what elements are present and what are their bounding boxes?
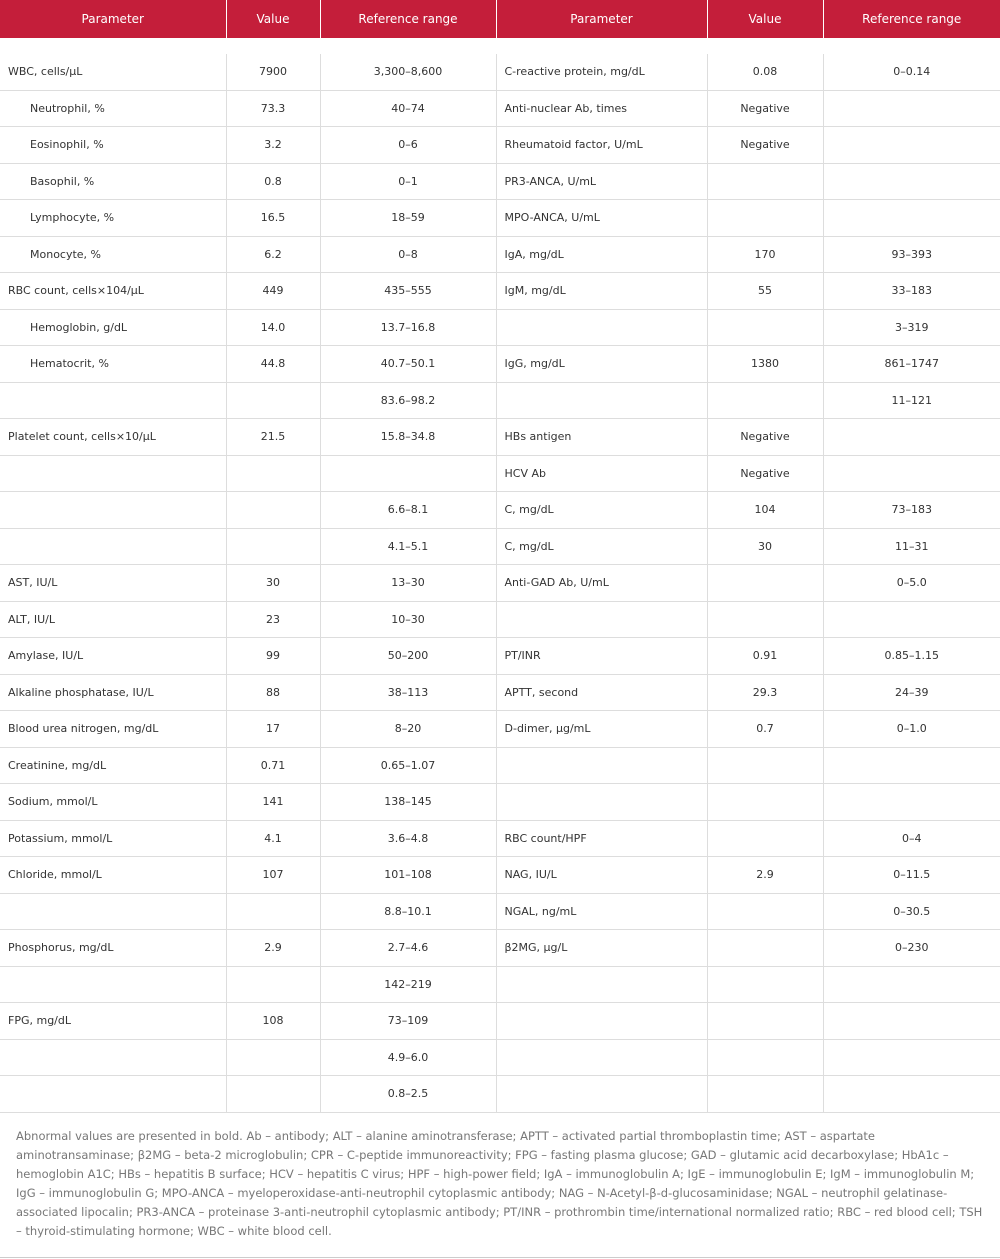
cell-reference-left: 40–74 <box>320 90 496 127</box>
cell-param-left: Platelet count, cells×10/μL <box>0 419 226 456</box>
cell-param-right: NAG, IU/L <box>496 857 707 894</box>
cell-param-right <box>496 966 707 1003</box>
cell-reference-left: 435–555 <box>320 273 496 310</box>
cell-reference-right <box>823 90 1000 127</box>
cell-param-right: APTT, second <box>496 674 707 711</box>
cell-reference-right: 73–183 <box>823 492 1000 529</box>
cell-value-right <box>707 1003 823 1040</box>
table-row <box>0 893 1000 930</box>
cell-param-left: ALT, IU/L <box>0 601 226 638</box>
cell-value-left: 73.3 <box>226 90 320 127</box>
cell-param-right <box>496 1076 707 1113</box>
cell-param-left: Chloride, mmol/L <box>0 857 226 894</box>
cell-reference-right <box>823 1039 1000 1076</box>
cell-value-left: 107 <box>226 857 320 894</box>
cell-value-right <box>707 893 823 930</box>
cell-param-right <box>496 1003 707 1040</box>
cell-reference-left: 50–200 <box>320 638 496 675</box>
cell-value-left: 4.1 <box>226 820 320 857</box>
cell-reference-left <box>320 455 496 492</box>
cell-reference-left: 38–113 <box>320 674 496 711</box>
cell-value-left: 30 <box>226 565 320 602</box>
table-row <box>0 163 1000 200</box>
cell-reference-right: 0–30.5 <box>823 893 1000 930</box>
cell-param-left: Neutrophil, % <box>0 90 226 127</box>
cell-value-left <box>226 893 320 930</box>
table-row <box>0 419 1000 456</box>
table-row <box>0 273 1000 310</box>
cell-value-left <box>226 528 320 565</box>
cell-param-right: NGAL, ng/mL <box>496 893 707 930</box>
table-row <box>0 1076 1000 1113</box>
cell-value-right <box>707 747 823 784</box>
table-row <box>0 90 1000 127</box>
cell-value-right: 0.7 <box>707 711 823 748</box>
cell-reference-left: 2.7–4.6 <box>320 930 496 967</box>
cell-reference-right <box>823 163 1000 200</box>
cell-value-right: 55 <box>707 273 823 310</box>
cell-value-right: 0.08 <box>707 54 823 90</box>
cell-reference-right: 11–121 <box>823 382 1000 419</box>
cell-param-left: FPG, mg/dL <box>0 1003 226 1040</box>
cell-param-right: IgG, mg/dL <box>496 346 707 383</box>
cell-param-right <box>496 1039 707 1076</box>
table-row <box>0 711 1000 748</box>
cell-reference-left: 4.9–6.0 <box>320 1039 496 1076</box>
cell-value-left: 0.8 <box>226 163 320 200</box>
cell-value-right <box>707 163 823 200</box>
cell-value-left <box>226 1039 320 1076</box>
cell-value-right <box>707 930 823 967</box>
cell-value-right <box>707 601 823 638</box>
cell-value-right <box>707 1039 823 1076</box>
cell-param-right <box>496 784 707 821</box>
cell-value-left <box>226 1076 320 1113</box>
cell-value-left: 2.9 <box>226 930 320 967</box>
table-header <box>0 0 1000 38</box>
cell-reference-left: 3,300–8,600 <box>320 54 496 90</box>
cell-reference-left: 0–1 <box>320 163 496 200</box>
cell-reference-right <box>823 966 1000 1003</box>
cell-param-left: Sodium, mmol/L <box>0 784 226 821</box>
cell-reference-left: 142–219 <box>320 966 496 1003</box>
cell-value-right <box>707 309 823 346</box>
table-row <box>0 601 1000 638</box>
cell-reference-left: 83.6–98.2 <box>320 382 496 419</box>
cell-value-left <box>226 966 320 1003</box>
cell-value-left: 23 <box>226 601 320 638</box>
cell-value-right <box>707 382 823 419</box>
cell-reference-left: 138–145 <box>320 784 496 821</box>
table-row <box>0 820 1000 857</box>
cell-value-right: Negative <box>707 127 823 164</box>
cell-reference-left: 0–8 <box>320 236 496 273</box>
cell-param-right <box>496 309 707 346</box>
table-row <box>0 857 1000 894</box>
table-row <box>0 236 1000 273</box>
cell-reference-right: 93–393 <box>823 236 1000 273</box>
cell-param-right: C-reactive protein, mg/dL <box>496 54 707 90</box>
table-row <box>0 638 1000 675</box>
table-row <box>0 747 1000 784</box>
cell-reference-right: 861–1747 <box>823 346 1000 383</box>
cell-reference-left: 10–30 <box>320 601 496 638</box>
cell-reference-left: 13–30 <box>320 565 496 602</box>
cell-reference-left: 15.8–34.8 <box>320 419 496 456</box>
cell-value-left: 44.8 <box>226 346 320 383</box>
cell-reference-right <box>823 455 1000 492</box>
header-value-left: Value <box>226 0 320 38</box>
cell-value-left: 141 <box>226 784 320 821</box>
cell-reference-left: 4.1–5.1 <box>320 528 496 565</box>
table-row <box>0 382 1000 419</box>
cell-reference-left: 0.65–1.07 <box>320 747 496 784</box>
cell-reference-right: 0–5.0 <box>823 565 1000 602</box>
cell-param-right: PR3-ANCA, U/mL <box>496 163 707 200</box>
cell-value-right: 30 <box>707 528 823 565</box>
cell-reference-left: 0–6 <box>320 127 496 164</box>
cell-param-left: Hemoglobin, g/dL <box>0 309 226 346</box>
cell-param-left <box>0 382 226 419</box>
cell-param-left: Eosinophil, % <box>0 127 226 164</box>
table-row <box>0 784 1000 821</box>
cell-param-right: C, mg/dL <box>496 528 707 565</box>
cell-param-left: Blood urea nitrogen, mg/dL <box>0 711 226 748</box>
cell-param-right <box>496 747 707 784</box>
table-row <box>0 528 1000 565</box>
cell-param-left: Amylase, IU/L <box>0 638 226 675</box>
table-row <box>0 346 1000 383</box>
cell-reference-right: 0.85–1.15 <box>823 638 1000 675</box>
cell-param-left: RBC count, cells×104/μL <box>0 273 226 310</box>
cell-param-left <box>0 528 226 565</box>
cell-param-left: WBC, cells/μL <box>0 54 226 90</box>
table-row <box>0 455 1000 492</box>
cell-param-right: MPO-ANCA, U/mL <box>496 200 707 237</box>
cell-reference-right: 0–4 <box>823 820 1000 857</box>
cell-value-left: 108 <box>226 1003 320 1040</box>
cell-reference-left: 3.6–4.8 <box>320 820 496 857</box>
cell-reference-left: 0.8–2.5 <box>320 1076 496 1113</box>
cell-reference-right: 3–319 <box>823 309 1000 346</box>
cell-value-left: 99 <box>226 638 320 675</box>
cell-reference-left: 101–108 <box>320 857 496 894</box>
cell-param-right: Rheumatoid factor, U/mL <box>496 127 707 164</box>
cell-param-left: AST, IU/L <box>0 565 226 602</box>
cell-reference-left: 8.8–10.1 <box>320 893 496 930</box>
cell-value-right <box>707 966 823 1003</box>
cell-value-right: Negative <box>707 419 823 456</box>
table-row <box>0 492 1000 529</box>
cell-param-left: Monocyte, % <box>0 236 226 273</box>
table-row <box>0 309 1000 346</box>
cell-param-left <box>0 966 226 1003</box>
cell-reference-left: 18–59 <box>320 200 496 237</box>
cell-reference-left: 40.7–50.1 <box>320 346 496 383</box>
cell-reference-right <box>823 1076 1000 1113</box>
cell-param-left: Hematocrit, % <box>0 346 226 383</box>
table-row <box>0 565 1000 602</box>
cell-param-right: D-dimer, μg/mL <box>496 711 707 748</box>
cell-value-right: 104 <box>707 492 823 529</box>
cell-value-left: 16.5 <box>226 200 320 237</box>
cell-param-left <box>0 893 226 930</box>
cell-reference-right: 11–31 <box>823 528 1000 565</box>
cell-param-right <box>496 382 707 419</box>
table-row <box>0 966 1000 1003</box>
cell-value-right: 170 <box>707 236 823 273</box>
cell-reference-left: 8–20 <box>320 711 496 748</box>
cell-reference-left: 73–109 <box>320 1003 496 1040</box>
cell-value-right <box>707 200 823 237</box>
cell-reference-left: 13.7–16.8 <box>320 309 496 346</box>
cell-value-left <box>226 382 320 419</box>
cell-param-right: Anti-GAD Ab, U/mL <box>496 565 707 602</box>
cell-param-left <box>0 1039 226 1076</box>
cell-value-right: 1380 <box>707 346 823 383</box>
cell-param-right: IgA, mg/dL <box>496 236 707 273</box>
cell-value-right: Negative <box>707 455 823 492</box>
cell-reference-right: 0–230 <box>823 930 1000 967</box>
cell-reference-right: 0–0.14 <box>823 54 1000 90</box>
spacer-row <box>0 38 1000 54</box>
header-parameter-left: Parameter <box>0 0 226 38</box>
cell-param-right: HBs antigen <box>496 419 707 456</box>
cell-value-left: 88 <box>226 674 320 711</box>
cell-value-left <box>226 455 320 492</box>
cell-value-right: 2.9 <box>707 857 823 894</box>
cell-reference-right: 0–1.0 <box>823 711 1000 748</box>
cell-param-right <box>496 601 707 638</box>
cell-value-left: 17 <box>226 711 320 748</box>
cell-param-left <box>0 492 226 529</box>
cell-reference-right: 33–183 <box>823 273 1000 310</box>
cell-value-left: 3.2 <box>226 127 320 164</box>
cell-param-right: PT/INR <box>496 638 707 675</box>
cell-value-right: 0.91 <box>707 638 823 675</box>
cell-value-left: 21.5 <box>226 419 320 456</box>
cell-value-right <box>707 820 823 857</box>
cell-reference-left: 6.6–8.1 <box>320 492 496 529</box>
cell-param-right: RBC count/HPF <box>496 820 707 857</box>
table-row <box>0 127 1000 164</box>
header-value-right: Value <box>707 0 823 38</box>
table-row <box>0 1039 1000 1076</box>
table-row <box>0 674 1000 711</box>
table-footnote: Abnormal values are presented in bold. Ab – antibody; ALT – alanine aminotransferase; APTT – activated partial thromboplastin time; AST – aspartate aminotransaminase; β2MG – beta-2 microglobulin; CPR – C-peptide immunoreactivity; FPG – fasting plasma glucose; GAD – glutamic acid decarboxylase; HbA1c – hemoglobin A1C; HBs – hepatitis B surface; HCV – hepatitis C virus; HPF – high-power field; IgA – immunoglobulin A; IgE – immunoglobulin E; IgM – immunoglobulin M; IgG – immunoglobulin G; MPO-ANCA – myeloperoxidase-anti-neutrophil cytoplasmic antibody; NAG – N-Acetyl-β-d-glucosaminidase; NGAL – neutrophil gelatinase-associated lipocalin; PR3-ANCA – proteinase 3-anti-neutrophil cytoplasmic antibody; PT/INR – prothrombin time/international normalized ratio; RBC – red blood cell; TSH – thyroid-stimulating hormone; WBC – white blood cell. <box>0 1113 1000 1258</box>
cell-param-right: β2MG, μg/L <box>496 930 707 967</box>
cell-value-left: 7900 <box>226 54 320 90</box>
cell-param-left: Basophil, % <box>0 163 226 200</box>
cell-reference-right <box>823 601 1000 638</box>
cell-param-right: Anti-nuclear Ab, times <box>496 90 707 127</box>
cell-reference-right <box>823 127 1000 164</box>
cell-reference-right <box>823 419 1000 456</box>
header-reference-right: Reference range <box>823 0 1000 38</box>
cell-reference-right <box>823 747 1000 784</box>
cell-reference-right: 24–39 <box>823 674 1000 711</box>
cell-param-right: HCV Ab <box>496 455 707 492</box>
cell-value-left: 6.2 <box>226 236 320 273</box>
cell-reference-right <box>823 784 1000 821</box>
cell-value-right <box>707 784 823 821</box>
cell-param-right: IgM, mg/dL <box>496 273 707 310</box>
table-row <box>0 200 1000 237</box>
cell-value-right <box>707 1076 823 1113</box>
cell-value-left: 14.0 <box>226 309 320 346</box>
cell-value-right: Negative <box>707 90 823 127</box>
cell-param-left: Phosphorus, mg/dL <box>0 930 226 967</box>
cell-value-left: 0.71 <box>226 747 320 784</box>
spacer-cell <box>0 38 1000 54</box>
cell-reference-right <box>823 200 1000 237</box>
cell-value-right <box>707 565 823 602</box>
cell-param-left <box>0 455 226 492</box>
cell-value-left <box>226 492 320 529</box>
table-row <box>0 1003 1000 1040</box>
header-reference-left: Reference range <box>320 0 496 38</box>
cell-value-right: 29.3 <box>707 674 823 711</box>
table-row <box>0 54 1000 90</box>
cell-param-left: Creatinine, mg/dL <box>0 747 226 784</box>
cell-reference-right <box>823 1003 1000 1040</box>
header-parameter-right: Parameter <box>496 0 707 38</box>
cell-param-left: Potassium, mmol/L <box>0 820 226 857</box>
cell-param-left: Lymphocyte, % <box>0 200 226 237</box>
cell-param-left <box>0 1076 226 1113</box>
header-row <box>0 0 1000 38</box>
cell-param-right: C, mg/dL <box>496 492 707 529</box>
table-body <box>0 38 1000 1112</box>
cell-value-left: 449 <box>226 273 320 310</box>
cell-reference-right: 0–11.5 <box>823 857 1000 894</box>
table-row <box>0 930 1000 967</box>
cell-param-left: Alkaline phosphatase, IU/L <box>0 674 226 711</box>
